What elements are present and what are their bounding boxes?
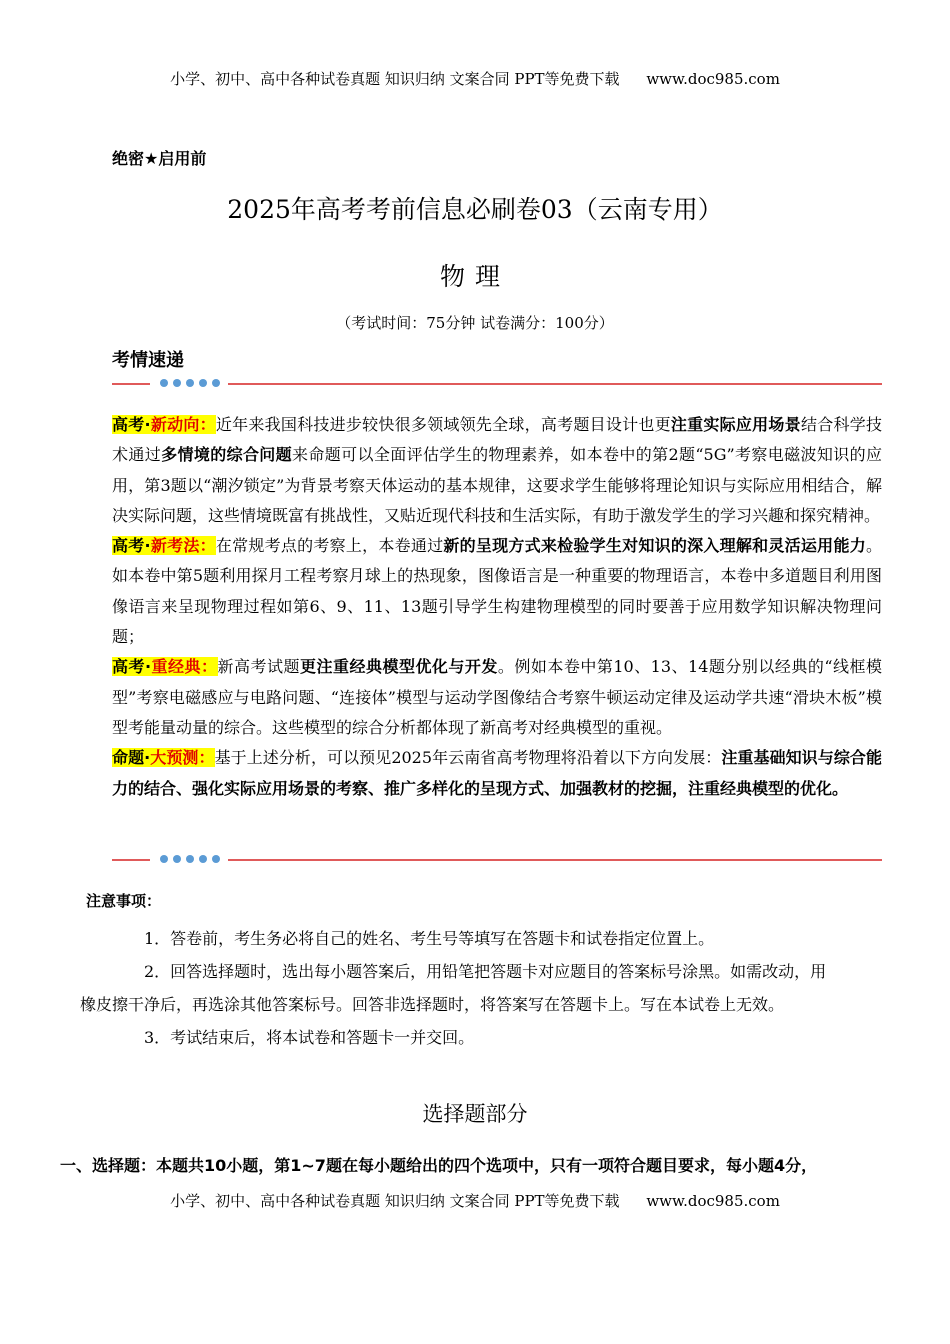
info-paragraph: 高考·新动向：近年来我国科技进步较快很多领域领先全球，高考题目设计也更注重实际应用场景结合科学技术通过多情境的综合问题来命题可以全面评估学生的物理素养，如本卷中的第2题“5G”考察电磁波知识的应用，第3题以“潮汐锁定”为背景考察天体运动的基本规律，这要求学生能够将理论知识与实际应用相结合，解决实际问题，这些情境既富有挑战性，又贴近现代科技和生活实际，有助于激发学生的学习兴趣和探究精神。 [112, 415, 882, 525]
subject-title: 物理 [439, 262, 510, 291]
divider-bottom [112, 853, 882, 867]
info-paragraph: 命题·大预测：基于上述分析，可以预见2025年云南省高考物理将沿着以下方向发展：注重基础知识与综合能力的结合、强化实际应用场景的考察、推广多样化的呈现方式、加强教材的挖掘，注重经典模型的优化。 [112, 748, 882, 798]
notice-item: 橡皮擦干净后，再选涂其他答案标号。回答非选择题时，将答案写在答题卡上。写在本试卷上无效。 [80, 995, 785, 1014]
kqsd-heading: 考情速递 [112, 350, 184, 371]
notice-heading: 注意事项： [86, 892, 162, 910]
info-label: 高考·新考法： [112, 536, 216, 556]
notice-item: 1．答卷前，考生务必将自己的姓名、考生号等填写在答题卡和试卷指定位置上。 [144, 929, 715, 948]
info-paragraph: 高考·新考法：在常规考点的考察上，本卷通过新的呈现方式来检验学生对知识的深入理解和灵活运用能力。如本卷中第5题利用探月工程考察月球上的热现象，图像语言是一种重要的物理语言，本卷中多道题目利用图像语言来呈现物理过程如第6、9、11、13题引导学生构建物理模型的同时要善于应用数学知识解决物理问题； [112, 536, 882, 647]
header-text: 小学、初中、高中各种试卷真题 知识归纳 文案合同 PPT等免费下载 [170, 70, 620, 88]
notice-list [80, 922, 882, 1054]
info-label: 高考·重经典： [112, 657, 218, 677]
header-site-link[interactable]: www.doc985.com [646, 70, 780, 88]
footer-text: 小学、初中、高中各种试卷真题 知识归纳 文案合同 PPT等免费下载 [170, 1192, 620, 1210]
info-label: 命题·大预测： [112, 748, 215, 768]
page-footer [0, 1190, 950, 1211]
question-intro: 一、选择题：本题共10小题，第1~7题在每小题给出的四个选项中，只有一项符合题目要求，每小题4分， [60, 1156, 818, 1175]
notice-item: 2．回答选择题时，选出每小题答案后，用铅笔把答题卡对应题目的答案标号涂黑。如需改动，用 [144, 962, 827, 981]
info-label: 高考·新动向： [112, 415, 216, 434]
info-block [112, 410, 882, 804]
notice-item: 3．考试结束后，将本试卷和答题卡一并交回。 [144, 1028, 475, 1047]
divider-top [112, 377, 882, 391]
exam-info: （考试时间：75分钟 试卷满分：100分） [336, 314, 614, 332]
section-title: 选择题部分 [422, 1102, 528, 1126]
footer-site-link[interactable]: www.doc985.com [646, 1192, 780, 1210]
info-paragraph: 高考·重经典：新高考试题更注重经典模型优化与开发。例如本卷中第10、13、14题分别以经典的“线框模型”考察电磁感应与电路问题、“连接体”模型与运动学图像结合考察牛顿运动定律及运动学共速“滑块木板”模型考能量动量的综合。这些模型的综合分析都体现了新高考对经典模型的重视。 [112, 657, 882, 737]
page-title: 2025年高考考前信息必刷卷03（云南专用） [227, 195, 723, 224]
secret-label: 绝密★启用前 [112, 149, 207, 168]
page-header [0, 68, 950, 89]
